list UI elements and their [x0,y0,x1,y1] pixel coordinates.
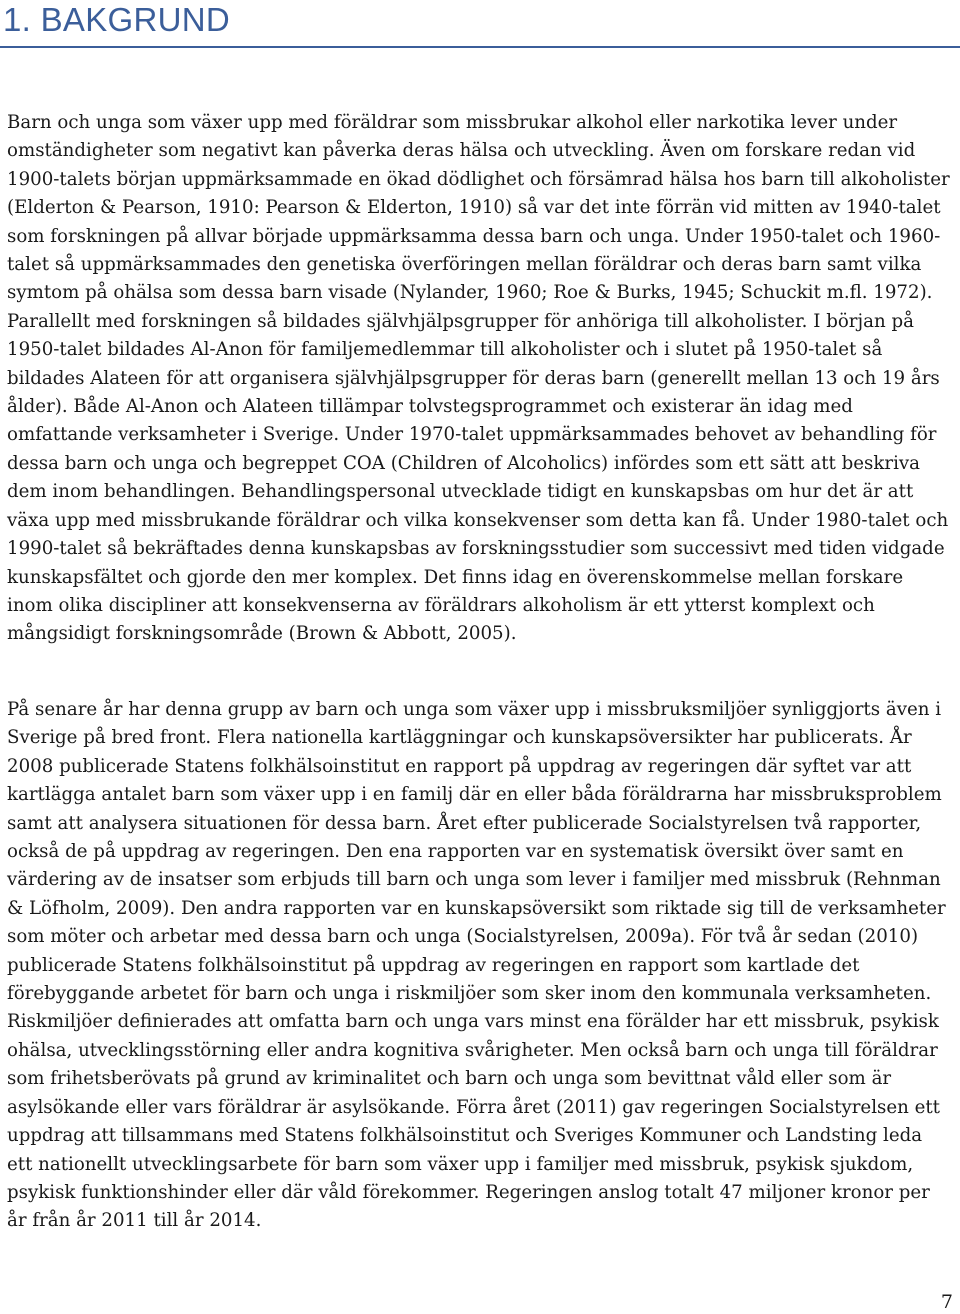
page-number: 7 [940,1291,953,1313]
paragraph-2: På senare år har denna grupp av barn och unga som växer upp i missbruksmiljöer synliggjorts även i Sverige på bred front. Flera nationella kartläggningar och kunskapsöversikter har publicerats. År 2008 publicerade Statens folkhälsoinstitut en rapport på uppdrag av regeringen där syftet var att kartlägga antalet barn som växer upp i en familj där en eller båda föräldrarna har missbruksproblem samt att analysera situationen för dessa barn. Året efter publicerade Socialstyrelsen två rapporter, också de på uppdrag av regeringen. Den ena rapporten var en systematisk översikt över samt en värdering av de insatser som erbjuds till barn och unga som lever i familjer med missbruk (Rehnman & Löfholm, 2009). Den andra rapporten var en kunskapsöversikt som riktade sig till de verksamheter som möter och arbetar med dessa barn och unga (Socialstyrelsen, 2009a). För två år sedan (2010) publicerade Statens folkhälsoinstitut på uppdrag av regeringen en rapport som kartlade det förebyggande arbetet för barn och unga i riskmiljöer som sker inom den kommunala verksamheten. Riskmiljöer definierades att omfatta barn och unga vars minst ena förälder har ett missbruk, psykisk ohälsa, utvecklingsstörning eller andra kognitiva svårigheter. Men också barn och unga till föräldrar som frihetsberövats på grund av kriminalitet och barn och unga som bevittnat våld eller som är asylsökande eller vars föräldrar är asylsökande. Förra året (2011) gav regeringen Socialstyrelsen ett uppdrag att tillsammans med Statens folkhälsoinstitut och Sveriges Kommuner och Landsting leda ett nationellt utvecklingsarbete för barn som växer upp i familjer med missbruk, psykisk sjukdom, psykisk funktionshinder eller där våld förekommer. Regeringen anslog totalt 47 miljoner kronor per år från år 2011 till år 2014. [7,699,946,1232]
section-heading: 1. BAKGRUND [3,1,231,38]
paragraph-1: Barn och unga som växer upp med föräldrar som missbrukar alkohol eller narkotika lever under omständigheter som negativt kan påverka deras hälsa och utveckling. Även om forskare redan vid 1900-talets början uppmärksammade en ökad dödlighet och försämrad hälsa hos barn till alkoholister (Elderton & Pearson, 1910: Pearson & Elderton, 1910) så var det inte förrän vid mitten av 1940-talet som forskningen på allvar började uppmärksamma dessa barn och unga. Under 1950-talet och 1960-talet så uppmärksammades den genetiska överföringen mellan föräldrar och deras barn samt vilka symtom på ohälsa som dessa barn visade (Nylander, 1960; Roe & Burks, 1945; Schuckit m.fl. 1972). Parallellt med forskningen så bildades självhjälpsgrupper för anhöriga till alkoholister. I början på 1950-talet bildades Al-Anon för familjemedlemmar till alkoholister och i slutet på 1950-talet så bildades Alateen för att organisera självhjälpsgrupper för deras barn (generellt mellan 13 och 19 års ålder). Både Al-Anon och Alateen tillämpar tolvstegsprogrammet och existerar än idag med omfattande verksamheter i Sverige. Under 1970-talet uppmärksammades behovet av behandling för dessa barn och unga och begreppet COA (Children of Alcoholics) infördes som ett sätt att beskriva dem inom behandlingen. Behandlingspersonal utvecklade tidigt en kunskapsbas om hur det är att växa upp med missbrukande föräldrar och vilka konsekvenser som detta kan få. Under 1980-talet och 1990-talet så bekräftades denna kunskapsbas av forskningsstudier som successivt med tiden vidgade kunskapsfältet och gjorde den mer komplex. Det finns idag en överenskommelse mellan forskare inom olika discipliner att konsekvenserna av föräldrars alkoholism är ett ytterst komplext och mångsidigt forskningsområde (Brown & Abbott, 2005). [7,112,950,645]
heading-divider [0,46,960,48]
